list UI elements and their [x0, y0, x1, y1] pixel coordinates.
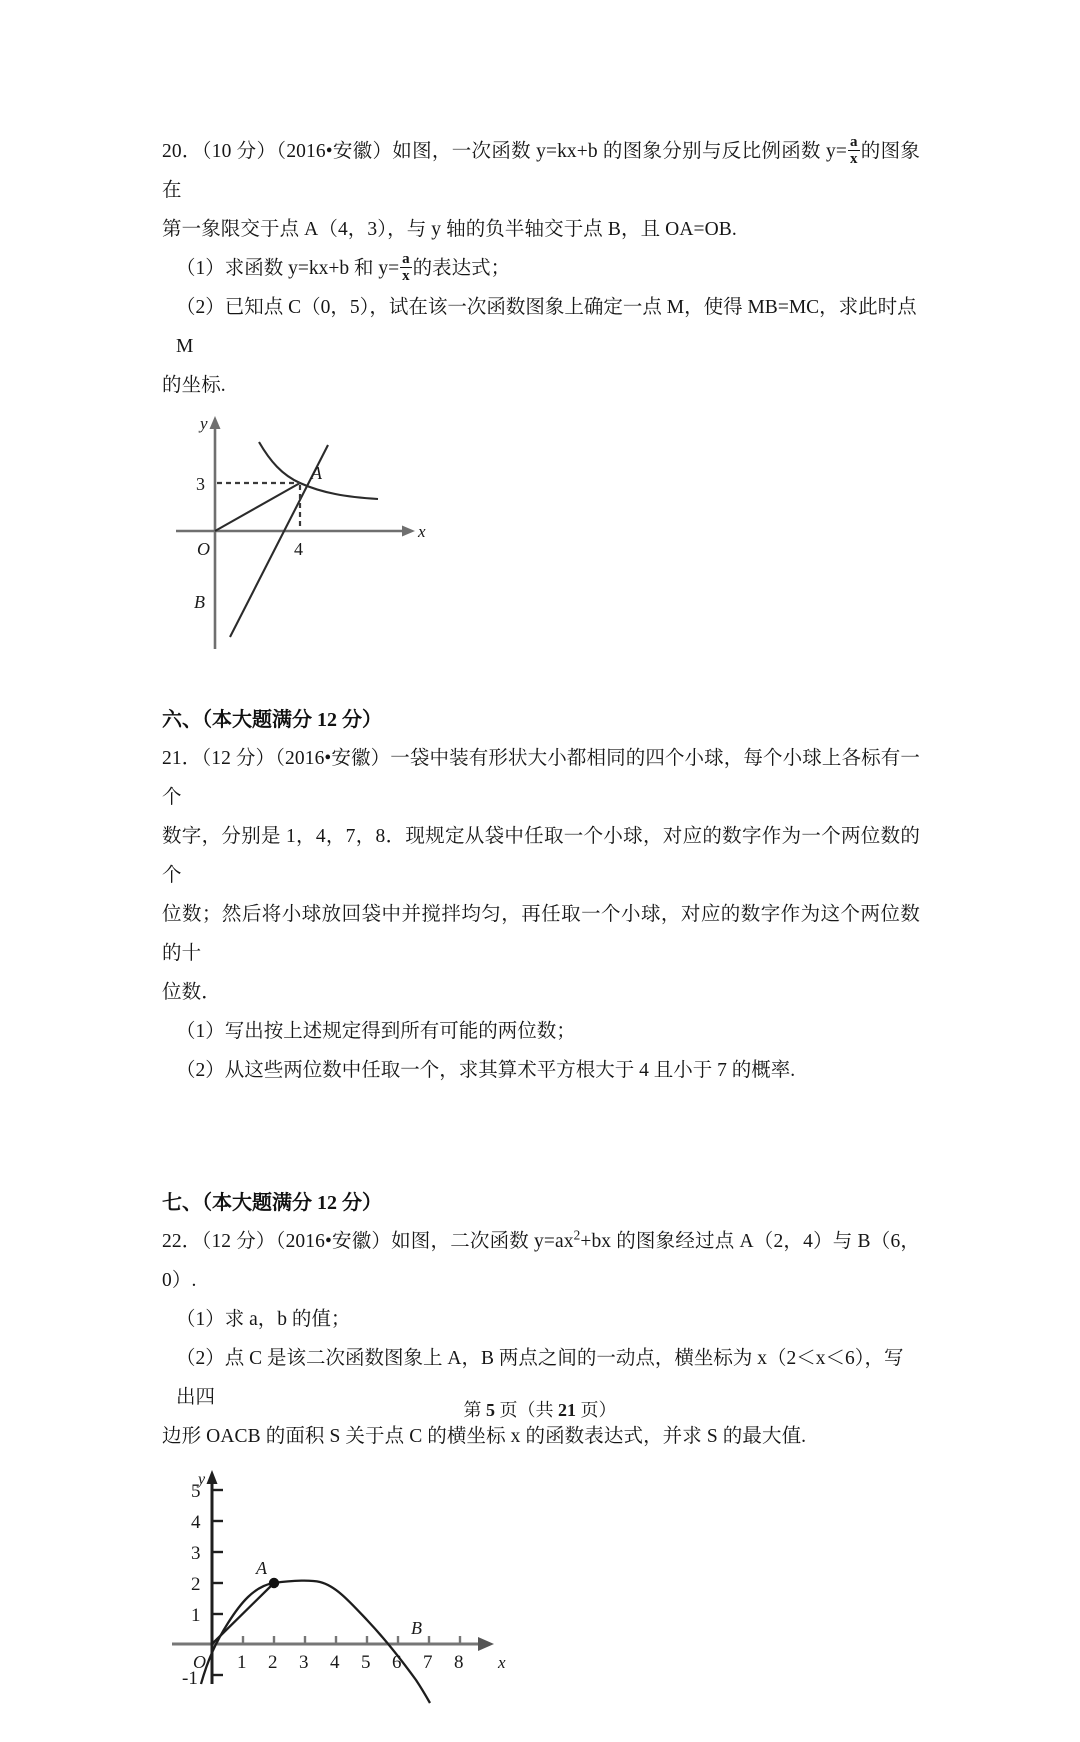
problem-20-line-1-text-a: 20．（10 分）（2016•安徽）如图，一次函数 y=kx+b 的图象分别与反比例函数 y=	[162, 141, 847, 162]
problem-21-line-2: 数字，分别是 1，4，7，8．现规定从袋中任取一个小球，对应的数字作为一个两位数的个	[162, 826, 920, 886]
problem-21-line-1: 21．（12 分）（2016•安徽）一袋中装有形状大小都相同的四个小球，每个小球上各标有一个	[162, 748, 920, 808]
page-footer	[0, 1396, 1080, 1422]
figure-hyperbola-svg	[170, 409, 430, 659]
fraction-numerator: a	[402, 250, 410, 267]
figure-x-tick-label-1: 1	[237, 1652, 247, 1673]
figure-y-tick-label-1: 1	[191, 1605, 201, 1626]
footer-middle: 页（共	[495, 1400, 558, 1420]
figure-x-tick-label-6: 6	[392, 1652, 402, 1673]
problem-22-line-1-text-b: +bx 的图象经过点 A（2，4）与 B（6，0）.	[162, 1231, 921, 1291]
figure-x-tick-label-7: 7	[423, 1652, 433, 1673]
figure-label-y-axis: y	[200, 414, 208, 433]
problem-22-sub-2: （2）点 C 是该二次函数图象上 A，B 两点之间的一动点，横坐标为 x（2＜x＜6），写出四	[176, 1348, 904, 1408]
x-axis-arrow	[402, 526, 415, 537]
figure-point-label-B: B	[194, 592, 205, 612]
figure-tick-label-4: 4	[294, 539, 303, 559]
figure-label-origin: O	[193, 1652, 206, 1672]
fraction-denominator: x	[849, 150, 858, 167]
problem-20	[162, 132, 920, 405]
parabola-curve	[201, 1581, 430, 1703]
figure-point-label-A: A	[256, 1558, 267, 1578]
figure-x-tick-label-2: 2	[268, 1652, 278, 1673]
problem-21-sub-2: （2）从这些两位数中任取一个，求其算术平方根大于 4 且小于 7 的概率.	[176, 1060, 796, 1081]
spacer-before-section-seven	[162, 1090, 920, 1186]
figure-x-tick-label-8: 8	[454, 1652, 464, 1673]
problem-20-sub-1-text-b: 的表达式；	[412, 258, 511, 279]
figure-tick-label-3: 3	[196, 474, 205, 494]
fraction-a-over-x	[848, 133, 860, 167]
section-heading-six: 六、（本大题满分 12 分）	[162, 709, 382, 731]
y-axis-arrow	[207, 1470, 218, 1484]
problem-20-line-2: 第一象限交于点 A（4，3），与 y 轴的负半轴交于点 B，且 OA=OB.	[162, 219, 737, 240]
problem-21	[162, 739, 920, 1090]
figure-y-tick-label-2: 2	[191, 1574, 201, 1595]
figure-parabola-svg	[168, 1462, 518, 1737]
footer-prefix: 第	[463, 1400, 486, 1420]
x-axis-arrow	[478, 1637, 494, 1651]
problem-22-line-1-text-a: 22．（12 分）（2016•安徽）如图，二次函数 y=ax	[162, 1231, 574, 1252]
fraction-a-over-x-2	[400, 250, 412, 284]
figure-x-tick-label-4: 4	[330, 1652, 340, 1673]
figure-y-tick-label-3: 3	[191, 1543, 201, 1564]
figure-x-tick-label-5: 5	[361, 1652, 371, 1673]
problem-21-line-4: 位数．	[162, 982, 221, 1003]
problem-22-sub-2-cont: 边形 OACB 的面积 S 关于点 C 的横坐标 x 的函数表达式，并求 S 的最大值.	[162, 1426, 807, 1447]
problem-20-sub-2-cont: 的坐标.	[162, 375, 226, 396]
footer-page-number: 5	[486, 1400, 495, 1420]
footer-suffix: 页）	[576, 1400, 617, 1420]
figure-hyperbola-line	[170, 409, 430, 659]
spacer-after-figure-20	[162, 659, 920, 703]
figure-y-tick-label-4: 4	[191, 1512, 201, 1533]
figure-parabola	[168, 1462, 518, 1737]
figure-y-tick-label-neg1: -1	[182, 1668, 198, 1689]
problem-22-line-1	[162, 1222, 920, 1300]
problem-21-sub-1: （1）写出按上述规定得到所有可能的两位数；	[176, 1021, 576, 1042]
fraction-numerator: a	[849, 133, 858, 150]
figure-label-x-axis: x	[418, 522, 426, 541]
page-content	[162, 132, 920, 1737]
figure-label-y-axis: y	[198, 1471, 206, 1488]
figure-y-tick-label-5: 5	[191, 1481, 201, 1502]
problem-20-sub-1	[162, 249, 920, 288]
problem-20-line-1	[162, 132, 920, 210]
fraction-denominator: x	[402, 267, 410, 284]
figure-point-label-B: B	[411, 1618, 422, 1638]
problem-20-sub-2: （2）已知点 C（0，5），试在该一次函数图象上确定一点 M，使得 MB=MC，求此时点 M	[176, 297, 917, 357]
problem-22-sub-1: （1）求 a，b 的值；	[176, 1309, 351, 1330]
section-heading-seven: 七、（本大题满分 12 分）	[162, 1192, 382, 1214]
figure-point-label-A: A	[311, 463, 322, 483]
problem-20-line-1-text-b: 的图象在	[162, 141, 920, 201]
problem-21-line-3: 位数；然后将小球放回袋中并搅拌均匀，再任取一个小球，对应的数字作为这个两位数的十	[162, 904, 920, 964]
figure-label-x-axis: x	[498, 1653, 506, 1672]
figure-x-tick-label-3: 3	[299, 1652, 309, 1673]
problem-20-sub-1-text-a: （1）求函数 y=kx+b 和 y=	[176, 258, 400, 279]
exponent-two: 2	[573, 1227, 581, 1243]
figure-label-origin: O	[197, 539, 210, 559]
point-A-marker	[269, 1578, 279, 1588]
footer-total-pages: 21	[558, 1400, 576, 1420]
y-axis-arrow	[210, 416, 221, 429]
